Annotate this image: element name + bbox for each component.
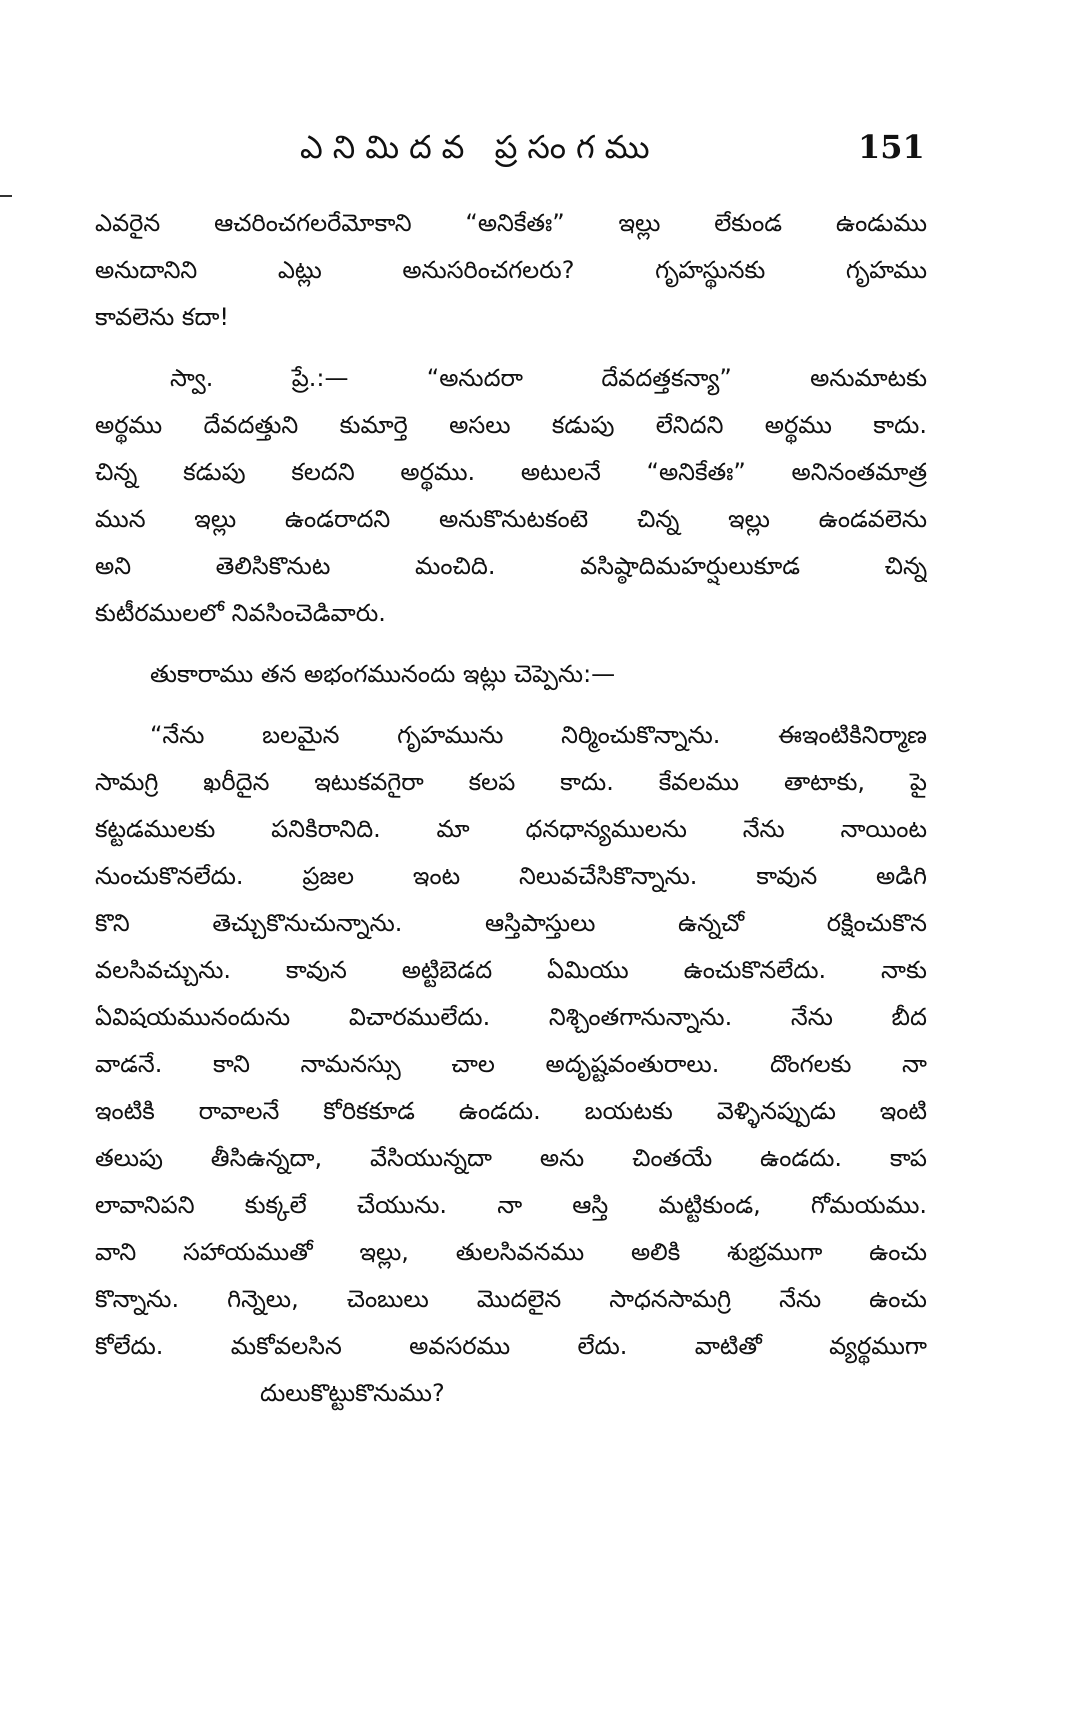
margin-mark (0, 195, 12, 197)
text-line: దులుకొట్టుకొనుము? (260, 1379, 445, 1407)
page-number: 151 (858, 128, 925, 166)
paragraph (95, 651, 927, 698)
text-line: వాని సహాయముతో ఇల్లు, తులసివనము అలికి శుభ్రముగా ఉంచు (95, 1238, 927, 1266)
text-line: కావలెను కదా! (95, 303, 230, 331)
text-line: మున ఇల్లు ఉండరాదని అనుకొనుటకంటె చిన్న ఇల్లు ఉండవలెను (95, 505, 927, 533)
text-line: ఏవిషయమునందును విచారములేదు. నిశ్చింతగానున్నాను. నేను బీద (95, 1003, 927, 1031)
text-line: వాడనే. కాని నామనస్సు చాల అదృష్టవంతురాలు. దొంగలకు నా (95, 1050, 927, 1078)
running-head: ఎనిమిదవ ప్రసంగము (300, 128, 660, 166)
text-line: ఇంటికి రావాలనే కోరికకూడ ఉండదు. బయటకు వెళ్ళినప్పుడు ఇంటి (95, 1097, 927, 1125)
text-line: లావానిపని కుక్కలే చేయును. నా ఆస్తి మట్టికుండ, గోమయము. (95, 1191, 927, 1219)
text-line: నుంచుకొనలేదు. ప్రజల ఇంట నిలువచేసికొన్నాను. కావున అడిగి (95, 862, 927, 890)
text-line: కట్టడములకు పనికిరానిది. మా ధనధాన్యములను నేను నాయింట (95, 815, 927, 843)
paragraph (95, 712, 927, 1417)
text-line: అనుదానిని ఎట్లు అనుసరించగలరు? గృహస్థునకు గృహము (95, 256, 927, 284)
page-header (0, 128, 1077, 178)
paragraph (95, 200, 927, 341)
text-line: చిన్న కడుపు కలదని అర్థము. అటులనే “అనికేతః” అనినంతమాత్ర (95, 458, 927, 486)
text-line: స్వా. ప్రే.:— “అనుదరా దేవదత్తకన్యా” అనుమాటకు (170, 364, 927, 392)
text-line: అని తెలిసికొనుట మంచిది. వసిష్ఠాదిమహర్షులుకూడ చిన్న (95, 552, 927, 580)
text-line: “నేను బలమైన గృహమును నిర్మించుకొన్నాను. ఈఇంటికినిర్మాణ (150, 721, 927, 749)
body-text (95, 200, 927, 1417)
text-line: తలుపు తీసిఉన్నదా, వేసియున్నదా అను చింతయే ఉండదు. కాప (95, 1144, 927, 1172)
text-line: కుటీరములలో నివసించెడివారు. (95, 599, 386, 627)
text-line: వలసివచ్చును. కావున అట్టిబెడద ఏమియు ఉంచుకొనలేదు. నాకు (95, 956, 927, 984)
paragraph (95, 355, 927, 637)
text-line: కొని తెచ్చుకొనుచున్నాను. ఆస్తిపాస్తులు ఉన్నచో రక్షించుకొన (95, 909, 927, 937)
text-line: కొన్నాను. గిన్నెలు, చెంబులు మొదలైన సాధనసామగ్రి నేను ఉంచు (95, 1285, 927, 1313)
text-line: తుకారాము తన అభంగమునందు ఇట్లు చెప్పెను:— (150, 660, 616, 688)
text-line: అర్థము దేవదత్తుని కుమార్తె అసలు కడుపు లేనిదని అర్థము కాదు. (95, 411, 927, 439)
text-line: ఎవరైన ఆచరించగలరేమోకాని “అనికేతః” ఇల్లు లేకుండ ఉండుము (95, 209, 927, 237)
text-line: కోలేదు. మకోవలసిన అవసరము లేదు. వాటితో వ్యర్థముగా (95, 1332, 927, 1360)
text-line: సామగ్రి ఖరీదైన ఇటుకవగైరా కలప కాదు. కేవలము తాటాకు, పై (95, 768, 927, 796)
